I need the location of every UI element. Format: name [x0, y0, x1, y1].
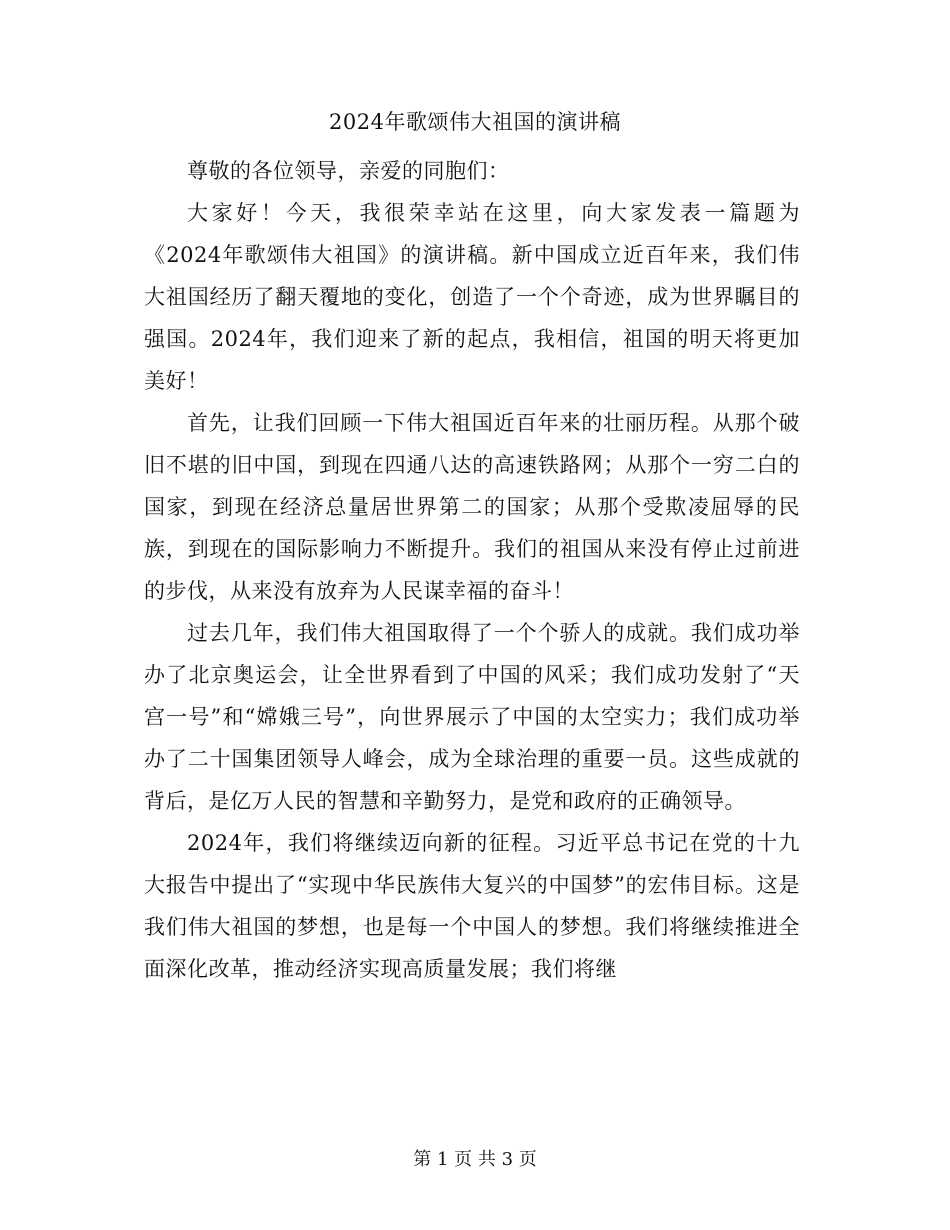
body-paragraph: 2024年，我们将继续迈向新的征程。习近平总书记在党的十九大报告中提出了“实现中华民族伟大复兴的中国梦”的宏伟目标。这是我们伟大祖国的梦想，也是每一个中国人的梦想。我们将继续推进全面深化改革，推动经济实现高质量发展；我们将继	[144, 831, 800, 981]
document-title: 2024年歌颂伟大祖国的演讲稿	[329, 110, 621, 134]
document-body	[144, 150, 800, 990]
salutation-paragraph: 尊敬的各位领导，亲爱的同胞们：	[187, 159, 510, 183]
body-paragraph: 过去几年，我们伟大祖国取得了一个个骄人的成就。我们成功举办了北京奥运会，让全世界看到了中国的风采；我们成功发射了“天宫一号”和“嫦娥三号”，向世界展示了中国的太空实力；我们成功举办了二十国集团领导人峰会，成为全球治理的重要一员。这些成就的背后，是亿万人民的智慧和辛勤努力，是党和政府的正确领导。	[144, 621, 800, 813]
page-number-footer: 第 1 页 共 3 页	[413, 1149, 537, 1170]
body-paragraph: 大家好！今天，我很荣幸站在这里，向大家发表一篇题为《2024年歌颂伟大祖国》的演讲稿。新中国成立近百年来，我们伟大祖国经历了翻天覆地的变化，创造了一个个奇迹，成为世界瞩目的强国。2024年，我们迎来了新的起点，我相信，祖国的明天将更加美好！	[144, 201, 800, 393]
body-paragraph: 首先，让我们回顾一下伟大祖国近百年来的壮丽历程。从那个破旧不堪的旧中国，到现在四通八达的高速铁路网；从那个一穷二白的国家，到现在经济总量居世界第二的国家；从那个受欺凌屈辱的民族，到现在的国际影响力不断提升。我们的祖国从来没有停止过前进的步伐，从来没有放弃为人民谋幸福的奋斗！	[144, 411, 800, 603]
